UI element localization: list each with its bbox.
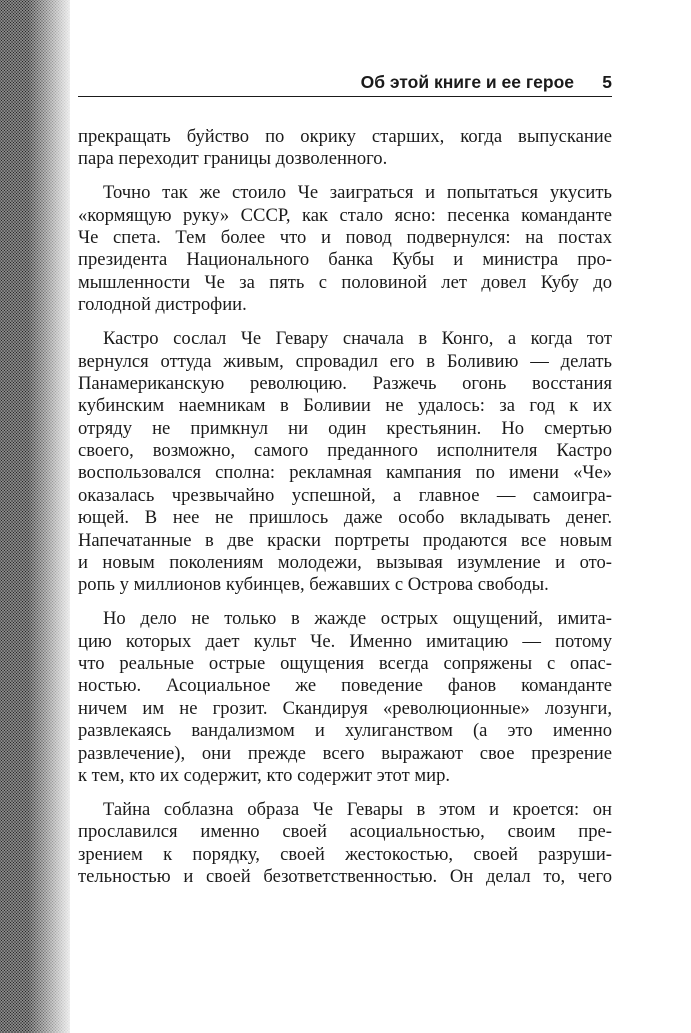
text-line: развлечение), они прежде всего выражают свое презрение	[78, 742, 612, 764]
running-title: Об этой книге и ее герое	[360, 72, 574, 92]
body-text	[78, 126, 612, 900]
text-line: Кастро сослал Че Гевару сначала в Конго, а когда тот	[103, 328, 612, 350]
text-line: зрением к порядку, своей жестокостью, своей разруши-	[78, 843, 612, 865]
text-line: Тайна соблазна образа Че Гевары в этом и кроется: он	[103, 798, 612, 820]
text-line: ющей. В нее не пришлось даже особо вкладывать денег.	[78, 507, 612, 529]
page-number: 5	[602, 72, 612, 92]
scan-halftone-edge	[0, 0, 70, 1033]
paragraph	[78, 182, 612, 316]
text-line: мышленности Че за пять с половиной лет довел Кубу до	[78, 271, 612, 293]
text-line: к тем, кто их содержит, кто содержит этот мир.	[78, 765, 451, 787]
text-line: ностью. Асоциальное же поведение фанов команданте	[78, 675, 612, 697]
paragraph	[78, 126, 612, 171]
text-line: вернулся оттуда живым, спровадил его в Боливию — делать	[78, 350, 612, 372]
text-line: ничем им не грозит. Скандируя «революционные» лозунги,	[78, 697, 612, 719]
text-line: Че спета. Тем более что и повод подвернулся: на постах	[78, 227, 612, 249]
text-line: Панамериканскую революцию. Разжечь огонь восстания	[78, 372, 612, 394]
text-line: отряду не примкнул ни один крестьянин. Но смертью	[78, 417, 612, 439]
text-line: оказалась чрезвычайно успешной, а главное — самоигра-	[78, 484, 612, 506]
text-line: воспользовался сполна: рекламная кампания по имени «Че»	[78, 462, 612, 484]
text-line: цию которых дает культ Че. Именно имитацию — потому	[78, 630, 612, 652]
text-line: кубинским наемникам в Боливии не удалось: за год к их	[78, 395, 612, 417]
paragraph	[78, 799, 612, 889]
text-line: Напечатанные в две краски портреты продаются все новым	[78, 529, 612, 551]
text-line: ропь у миллионов кубинцев, бежавших с Острова свободы.	[78, 574, 549, 596]
text-line: развлекаясь вандализмом и хулиганством (а это именно	[78, 720, 612, 742]
text-line: голодной дистрофии.	[78, 294, 247, 316]
text-line: своего, возможно, самого преданного исполнителя Кастро	[78, 440, 612, 462]
text-line: что реальные острые ощущения всегда сопряжены с опас-	[78, 653, 612, 675]
text-line: тельностью и своей безответственностью. Он делал то, чего	[78, 866, 612, 888]
paragraph	[78, 608, 612, 787]
text-line: «кормящую руку» СССР, как стало ясно: песенка команданте	[78, 204, 612, 226]
text-line: и новым поколениям молодежи, вызывая изумление и ото-	[78, 552, 612, 574]
text-line: прекращать буйство по окрику старших, когда выпускание	[78, 126, 612, 147]
text-line: пара переходит границы дозволенного.	[78, 148, 388, 170]
paragraph	[78, 328, 612, 597]
text-line: Точно так же стоило Че заиграться и попытаться укусить	[103, 182, 612, 204]
running-header	[78, 70, 612, 97]
text-line: прославился именно своей асоциальностью, своим пре-	[78, 821, 612, 843]
text-line: президента Национального банка Кубы и министра про-	[78, 249, 612, 271]
text-line: Но дело не только в жажде острых ощущений, имита-	[103, 608, 612, 630]
